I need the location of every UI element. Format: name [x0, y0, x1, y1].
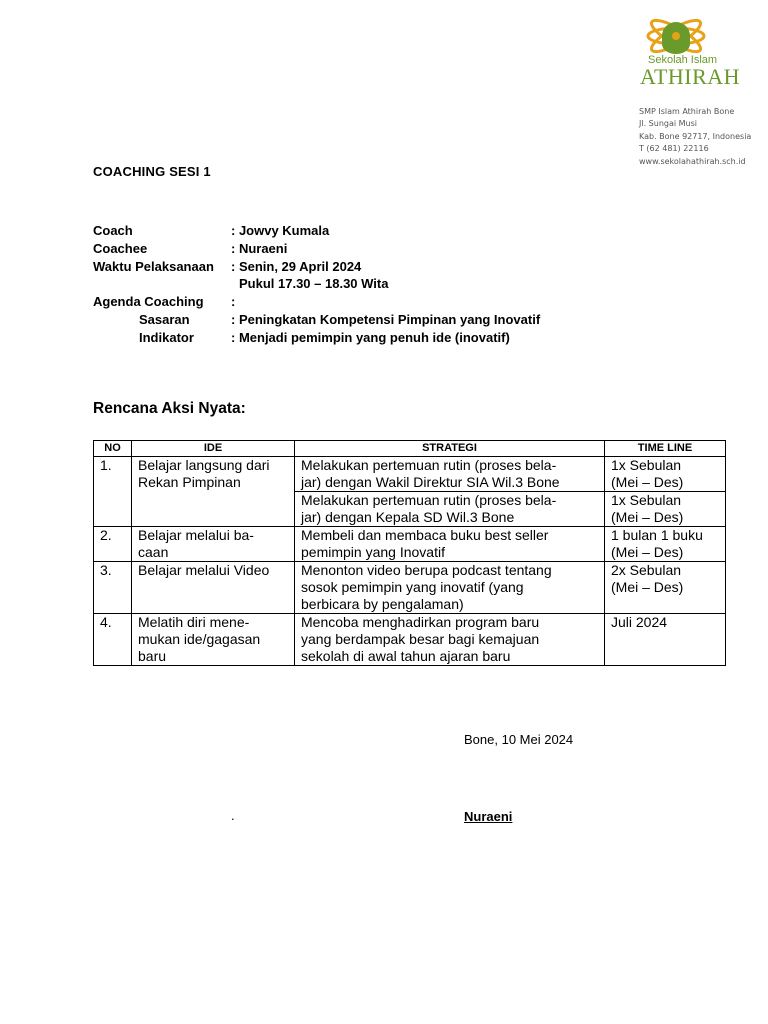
strategi-line: sosok pemimpin yang inovatif (yang — [301, 579, 524, 595]
signature-dot: . — [231, 808, 235, 823]
coachee-value: : Nuraeni — [231, 240, 288, 256]
signature-name: Nuraeni — [464, 809, 513, 824]
header-no: NO — [94, 441, 132, 457]
table-row — [94, 527, 726, 562]
school-address — [639, 106, 751, 168]
cell-ide: Belajar langsung dari Rekan Pimpinan — [132, 457, 295, 527]
header-strategi: STRATEGI — [295, 441, 605, 457]
logo-emblem-icon — [648, 15, 704, 57]
strategi-line: Melakukan pertemuan rutin (proses bela- — [301, 492, 557, 508]
strategi-line: pemimpin yang Inovatif — [301, 544, 445, 560]
cell-strategi — [295, 562, 605, 614]
cell-timeline — [605, 527, 726, 562]
logo-subtitle: Sekolah Islam — [648, 54, 718, 66]
strategi-line: Menonton video berupa podcast tentang — [301, 562, 552, 578]
cell-strategi — [295, 614, 605, 666]
strategi-line: Mencoba menghadirkan program baru — [301, 614, 540, 630]
cell-timeline — [605, 457, 726, 492]
timeline-line: (Mei – Des) — [611, 579, 684, 595]
coach-label: Coach — [93, 223, 133, 238]
strategi-line: Melakukan pertemuan rutin (proses bela- — [301, 457, 557, 473]
indikator-label: Indikator — [139, 329, 194, 345]
ide-line: Melatih diri mene- — [138, 614, 250, 630]
table-header-row — [94, 441, 726, 457]
address-line: Kab. Bone 92717, Indonesia — [639, 131, 752, 141]
address-line: SMP Islam Athirah Bone — [639, 107, 735, 116]
table-row — [94, 562, 726, 614]
agenda-label: Agenda Coaching — [93, 294, 204, 310]
cell-strategi — [295, 527, 605, 562]
address-website: www.sekolahathirah.sch.id — [639, 156, 746, 166]
cell-strategi — [295, 457, 605, 492]
strategi-line: jar) dengan Kepala SD Wil.3 Bone — [301, 509, 515, 525]
strategi-line: Membeli dan membaca buku best seller — [301, 527, 549, 543]
address-phone: T (62 481) 22116 — [639, 144, 709, 154]
table-row — [94, 457, 726, 492]
timeline-line: 1x Sebulan — [611, 457, 682, 473]
agenda-value: : — [231, 294, 236, 310]
cell-no: 3. — [94, 562, 132, 614]
signature-place-date: Bone, 10 Mei 2024 — [464, 732, 574, 747]
coach-value: : Jowvy Kumala — [231, 223, 330, 238]
strategi-line: yang berdampak besar bagi kemajuan — [301, 631, 540, 647]
waktu-value: : Senin, 29 April 2024 — [231, 258, 362, 274]
cell-timeline — [605, 492, 726, 527]
action-plan-table — [93, 440, 726, 666]
ide-line: baru — [138, 648, 167, 664]
timeline-line: (Mei – Des) — [611, 509, 684, 525]
strategi-line: jar) dengan Wakil Direktur SIA Wil.3 Bone — [301, 474, 560, 490]
cell-ide — [132, 614, 295, 666]
cell-ide — [132, 527, 295, 562]
ide-line: caan — [138, 544, 169, 560]
cell-timeline: Juli 2024 — [605, 614, 726, 666]
waktu-label: Waktu Pelaksanaan — [93, 258, 214, 274]
header-ide: IDE — [132, 441, 295, 457]
waktu-time: Pukul 17.30 – 18.30 Wita — [239, 276, 389, 292]
cell-strategi — [295, 492, 605, 527]
timeline-line: (Mei – Des) — [611, 474, 684, 490]
section-title: Rencana Aksi Nyata: — [93, 400, 246, 417]
sasaran-label: Sasaran — [139, 311, 190, 327]
timeline-line: 2x Sebulan — [611, 562, 682, 578]
timeline-line: 1 bulan 1 buku — [611, 527, 703, 543]
strategi-line: berbicara by pengalaman) — [301, 596, 464, 612]
sasaran-value: : Peningkatan Kompetensi Pimpinan yang Inovatif — [231, 311, 541, 327]
cell-no: 2. — [94, 527, 132, 562]
ide-line: Belajar melalui ba- — [138, 527, 254, 543]
table-row — [94, 614, 726, 666]
cell-ide: Belajar melalui Video — [132, 562, 295, 614]
strategi-line: sekolah di awal tahun ajaran baru — [301, 648, 511, 664]
address-line: Jl. Sungai Musi — [639, 119, 697, 129]
cell-no: 1. — [94, 457, 132, 527]
document-title: COACHING SESI 1 — [93, 164, 211, 179]
logo-title: ATHIRAH — [640, 64, 741, 89]
timeline-line: 1x Sebulan — [611, 492, 682, 508]
cell-no: 4. — [94, 614, 132, 666]
indikator-value: : Menjadi pemimpin yang penuh ide (inovatif) — [231, 329, 510, 345]
header-timeline: TIME LINE — [605, 441, 726, 457]
cell-timeline — [605, 562, 726, 614]
timeline-line: (Mei – Des) — [611, 544, 684, 560]
coachee-label: Coachee — [93, 240, 148, 256]
ide-line: mukan ide/gagasan — [138, 631, 261, 647]
